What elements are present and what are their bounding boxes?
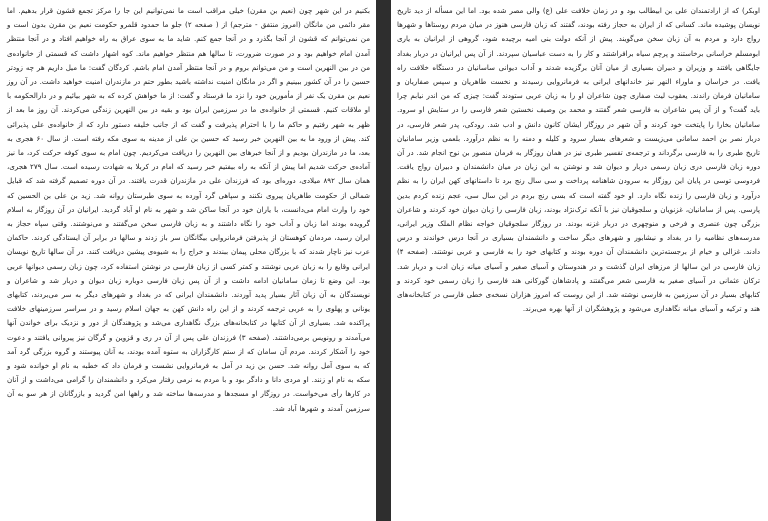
left-page bbox=[0, 0, 376, 521]
right-page-text: اوبکر) که از ارادتمندان علی بن ابیطالب بود و در زمان خلافت علی (ع) والی مصر شده بود. اما این مسأله از دید تاریخ نویسان پوشیده ماند. کسانی که از ایران به حجاز رفته بودند، گفتند که زبان فارسی هنوز در میان مردم روستاها و شهرها رواج دارد و مردم به آن زبان سخن می‌گویند. پیش از آنکه دولت بنی امیه برچیده شود، گروهی از ایرانیان به یاری ابومسلم خراسانی برخاستند و پرچم سیاه برافراشتند و کار را به دست عباسیان سپردند. از آن پس ایرانیان در دربار بغداد جایگاهی یافتند و وزیران و دبیران بسیاری از میان آنان برگزیده شدند و آداب دیوانی ساسانیان در دستگاه خلافت راه یافت. در خراسان و ماوراء النهر نیز خاندانهای ایرانی به فرمانروایی رسیدند و نخست طاهریان و سپس صفاریان و سامانیان فرمان راندند. یعقوب لیث صفاری چون شاعران او را به زبان عربی ستودند گفت: چیزی که من اندر نیابم چرا باید گفت؟ و از آن پس شاعران به فارسی شعر گفتند و محمد بن وصیف نخستین شعر فارسی را در ستایش او سرود. سامانیان بخارا را پایتخت خود کردند و آن شهر در روزگار ایشان کانون دانش و ادب شد. رودکی، پدر شعر فارسی، در دربار نصر بن احمد سامانی می‌زیست و شعرهای بسیار سرود و کلیله و دمنه را به نظم درآورد. بلعمی وزیر سامانیان تاریخ طبری را به فارسی برگرداند و ترجمه‌ی تفسیر طبری نیز در همان روزگار به فرمان منصور بن نوح انجام شد. در آن دوره زبان فارسی دری زبان رسمی دربار و دیوان شد و نوشتن به این زبان در میان دانشمندان و دبیران رواج یافت. فردوسی توسی در پایان این روزگار به سرودن شاهنامه پرداخت و سی سال رنج برد تا داستانهای کهن ایران را به نظم درآورد و زبان فارسی را زنده نگاه دارد. او خود گفته است که بسی رنج بردم در این سال سی، عجم زنده کردم بدین پارسی. پس از سامانیان، غزنویان و سلجوقیان نیز با آنکه ترک‌نژاد بودند، زبان فارسی را زبان دیوان خود کردند و شاعران بزرگی چون عنصری و فرخی و منوچهری در دربار غزنه بودند. در روزگار سلجوقیان خواجه نظام الملک وزیر ایرانی، مدرسه‌های نظامیه را در بغداد و نیشابور و شهرهای دیگر ساخت و دانشمندان بسیاری در آنجا درس خواندند و درس دادند. غزالی و خیام از برجسته‌ترین دانشمندان آن دوره بودند و کتابهای خود را به فارسی و عربی نوشتند. (صفحه ۴) زبان فارسی در این سالها از مرزهای ایران گذشت و در هندوستان و آسیای صغیر و آسیای میانه زبان ادب و دربار شد. ترکان عثمانی در آسیای صغیر به فارسی شعر می‌گفتند و پادشاهان گورکانی هند فارسی را زبان رسمی خود کردند و کتابهای بسیار در آن سرزمین به فارسی نوشته شد. از این روست که امروز هزاران نسخه‌ی خطی فارسی در کتابخانه‌های هند و ترکیه و آسیای میانه نگاهداری می‌شود و پژوهشگران از آنها بهره می‌برند. bbox=[397, 6, 760, 314]
left-page-text: بکنیم در این شهر چون (نعیم بن مقرن) خیلی مراقب است ما نمی‌توانیم این جا را مرکز تجمع قشون قرار بدهیم. اما مقر دائمی من مانگان (امروز منتفق - مترجم) از ( صفحه ۲) جلو ما حمدود قلمرو حکومت نعیم بن مقرن بدون است و من نمی‌توانم که قشون از آنجا بگذرد و در آنجا جمع کنم. شاید ما به سوی عراق به راه خواهیم افتاد و در آنجا منتظر آمدن امام خواهیم بود و در صورت ضرورت، تا سالها هم منتظر خواهیم ماند. کوه اشهار داشت که قسمتی از خانواده‌ی من در بین النهرین است و من می‌توانم بروم و در آنجا منتظر آمدن امام باشم. کردگان گفت: ما میل داریم هر چه زودتر حسین را در آن کشور ببینیم و اگر در مانگان امنیت نداشته باشید بطور حتم در مازندران امنیت خواهید داشت. در آن روز نعیم بن مقرن یک نفر از مأمورین خود را نزد ما فرستاد و گفت: از ما خواهش کرده که به شهر بیائیم و در دارالحکومه با او ملاقات کنیم. قسمتی از خانواده‌ی ما در سرزمین ایران بود و بقیه در بین النهرین زندگی می‌کردند. آن روز ما بعد از ظهر به شهر رفتیم و حاکم ما را با احترام پذیرفت و گفت که از جانب خلیفه دستور دارد که از خانواده‌ی علی پذیرائی کند. پیش از ورود ما به بین النهرین خبر رسید که حسین بن علی از مدینه به سوی مکه رفته است. از سال ۶۰ هجری به بعد، ما در مازندران بودیم و از آنجا خبرهای بین النهرین را دریافت می‌کردیم. چون امام به سوی کوفه حرکت کرد، ما نیز آماده‌ی حرکت شدیم اما پیش از آنکه به راه بیفتیم خبر رسید که امام در کربلا به شهادت رسیده است. سال ۲۷۹ هجری، همان سال ۸۹۲ میلادی، دوره‌ای بود که فرزندان علی در مازندران قدرت یافتند. در آن دوره تصمیم گرفته شد که قبایل شمالی از حکومت طاهریان پیروی نکنند و سپاهی گرد آورده به سوی طبرستان روانه شد. زید بن علی بن الحسین که خود را وارث امام می‌دانست، با یاران خود در آنجا ساکن شد و شهر به نام او آباد گردید. ایرانیان در آن روزگار به اسلام گرویده بودند اما زبان و آداب خود را نگاه داشتند و به زبان فارسی سخن می‌گفتند و می‌نوشتند. وقتی سپاه حجاز به ایران رسید، مردمان کوهستان از پذیرفتن فرمانروایی بیگانگان سر باز زدند و سالها در برابر آن ایستادگی کردند. حاکمان عرب نیز ناچار شدند که با بزرگان محلی پیمان ببندند و خراج را به شیوه‌ی پیشین دریافت کنند. در آن سالها تاریخ نویسان ایرانی وقایع را به زبان عربی نوشتند و کمتر کسی از زبان فارسی در نوشتن استفاده کرد، چون زبان رسمی دیوانها عربی بود. این وضع تا زمان سامانیان ادامه داشت و از آن پس زبان فارسی دوباره زبان دیوان و دربار شد و شاعران و نویسندگان به آن زبان آثار بسیار پدید آوردند. دانشمندان ایرانی که در بغداد و شهرهای دیگر به سر می‌بردند، کتابهای یونانی و پهلوی را به عربی ترجمه کردند و از این راه دانش کهن به جهان اسلام رسید و در سراسر سرزمینهای خلافت پراکنده شد. بسیاری از آن کتابها در کتابخانه‌های بزرگ نگاهداری می‌شد و پژوهندگان از دور و نزدیک برای خواندن آنها می‌آمدند و رونویس برمی‌داشتند. (صفحه ۳) فرزندان علی پس از آن در ری و قزوین و گرگان نیز پیروانی یافتند و دعوت خود را آشکار کردند. مردم آن سامان که از ستم کارگزاران به ستوه آمده بودند، به آنان پیوستند و گروه بزرگی گرد آمد که به سوی آمل روانه شد. حسن بن زید در آمل به فرمانروایی نشست و فرمان داد که خطبه به نام او خوانده شود و سکه به نام او زنند. او مردی دانا و دادگر بود و با مردم به نرمی رفتار می‌کرد و دانشمندان را گرامی می‌داشت و از آنان در کارها رأی می‌خواست. در روزگار او مسجدها و مدرسه‌ها ساخته شد و راهها امن گردید و بازرگانان از هر سو به آن سرزمین آمدند و شهرها آباد شد. bbox=[7, 6, 370, 413]
book-gutter bbox=[376, 0, 391, 521]
right-page bbox=[391, 0, 768, 521]
